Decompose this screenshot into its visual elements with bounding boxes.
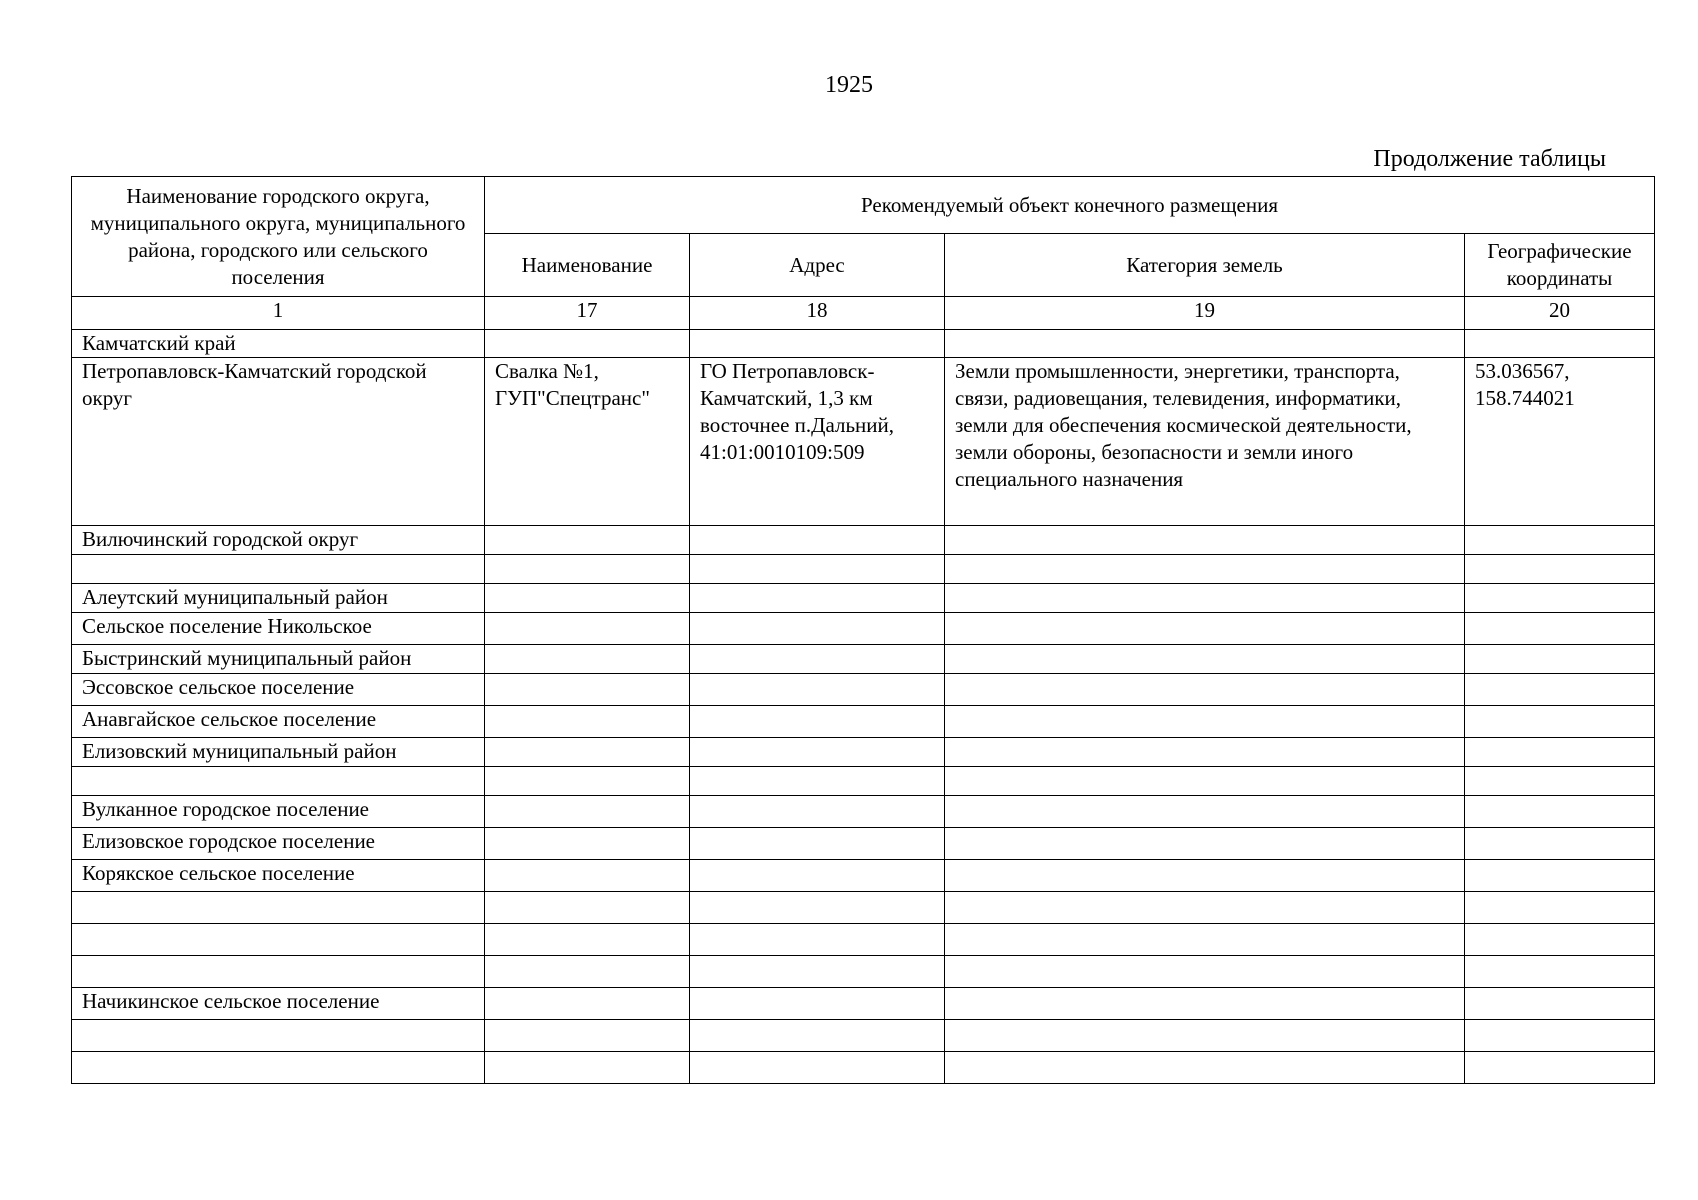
table-row — [72, 584, 1655, 613]
address-cell — [690, 706, 945, 738]
municipality-cell — [72, 767, 485, 796]
object-name-cell — [485, 828, 690, 860]
object-name-cell — [485, 796, 690, 828]
column-number-row — [72, 297, 1655, 330]
object-name-cell — [485, 613, 690, 645]
coordinates-cell — [1465, 555, 1655, 584]
address-cell — [690, 584, 945, 613]
municipality-cell: Начикинское сельское поселение — [72, 988, 485, 1020]
municipality-cell: Елизовский муниципальный район — [72, 738, 485, 767]
coordinates-cell — [1465, 924, 1655, 956]
header-placement-object: Рекомендуемый объект конечного размещения — [485, 177, 1655, 234]
header-object-name: Наименование — [485, 234, 690, 297]
coordinates-cell — [1465, 526, 1655, 555]
table-row — [72, 738, 1655, 767]
object-name-cell — [485, 924, 690, 956]
table-row — [72, 860, 1655, 892]
table-row — [72, 956, 1655, 988]
address-cell: ГО Петропавловск-Камчатский, 1,3 км восточнее п.Дальний, 41:01:0010109:509 — [690, 358, 945, 526]
coordinates-cell — [1465, 706, 1655, 738]
object-name-cell — [485, 706, 690, 738]
table-row — [72, 674, 1655, 706]
municipality-cell — [72, 892, 485, 924]
header-land-category: Категория земель — [945, 234, 1465, 297]
page-number: 1925 — [825, 72, 873, 98]
land-category-cell — [945, 860, 1465, 892]
object-name-cell — [485, 555, 690, 584]
land-category-cell — [945, 555, 1465, 584]
municipality-cell — [72, 1052, 485, 1084]
address-cell — [690, 956, 945, 988]
table-row — [72, 828, 1655, 860]
object-name-cell — [485, 645, 690, 674]
address-cell — [690, 645, 945, 674]
land-category-cell — [945, 988, 1465, 1020]
coordinates-cell — [1465, 674, 1655, 706]
coordinates-cell — [1465, 738, 1655, 767]
object-name-cell — [485, 738, 690, 767]
address-cell — [690, 674, 945, 706]
table-row — [72, 892, 1655, 924]
land-category-cell — [945, 892, 1465, 924]
address-cell — [690, 738, 945, 767]
municipality-cell — [72, 924, 485, 956]
object-name-cell — [485, 674, 690, 706]
object-name-cell — [485, 1052, 690, 1084]
address-cell — [690, 924, 945, 956]
address-cell — [690, 1020, 945, 1052]
header-municipality: Наименование городского округа, муниципального округа, муниципального района, городского или сельского поселения — [72, 177, 485, 297]
object-name-cell: Свалка №1, ГУП"Спецтранс" — [485, 358, 690, 526]
land-category-cell — [945, 956, 1465, 988]
municipality-cell — [72, 1020, 485, 1052]
municipality-cell: Камчатский край — [72, 330, 485, 358]
table-row — [72, 613, 1655, 645]
column-number: 17 — [485, 297, 690, 330]
address-cell — [690, 796, 945, 828]
municipality-cell: Вилючинский городской округ — [72, 526, 485, 555]
table-row — [72, 555, 1655, 584]
municipality-cell: Анавгайское сельское поселение — [72, 706, 485, 738]
municipality-cell: Вулканное городское поселение — [72, 796, 485, 828]
land-category-cell — [945, 1020, 1465, 1052]
land-category-cell — [945, 924, 1465, 956]
table-row — [72, 645, 1655, 674]
object-name-cell — [485, 330, 690, 358]
object-name-cell — [485, 988, 690, 1020]
coordinates-cell — [1465, 584, 1655, 613]
land-category-cell — [945, 767, 1465, 796]
address-cell — [690, 988, 945, 1020]
object-name-cell — [485, 956, 690, 988]
object-name-cell — [485, 584, 690, 613]
municipality-cell — [72, 555, 485, 584]
address-cell — [690, 1052, 945, 1084]
land-category-cell — [945, 1052, 1465, 1084]
address-cell — [690, 613, 945, 645]
coordinates-cell: 53.036567, 158.744021 — [1465, 358, 1655, 526]
land-category-cell — [945, 706, 1465, 738]
continuation-label: Продолжение таблицы — [1373, 146, 1606, 172]
object-name-cell — [485, 526, 690, 555]
column-number: 1 — [72, 297, 485, 330]
land-category-cell: Земли промышленности, энергетики, транспорта, связи, радиовещания, телевидения, информатики, земли для обеспечения космической деятельности, земли обороны, безопасности и земли иного специального назначения — [945, 358, 1465, 526]
municipality-cell: Алеутский муниципальный район — [72, 584, 485, 613]
table-row — [72, 924, 1655, 956]
coordinates-cell — [1465, 613, 1655, 645]
address-cell — [690, 526, 945, 555]
land-category-cell — [945, 584, 1465, 613]
address-cell — [690, 555, 945, 584]
coordinates-cell — [1465, 988, 1655, 1020]
coordinates-cell — [1465, 1052, 1655, 1084]
coordinates-cell — [1465, 796, 1655, 828]
municipality-cell: Эссовское сельское поселение — [72, 674, 485, 706]
coordinates-cell — [1465, 860, 1655, 892]
municipality-cell — [72, 956, 485, 988]
land-category-cell — [945, 526, 1465, 555]
municipality-cell: Сельское поселение Никольское — [72, 613, 485, 645]
land-category-cell — [945, 645, 1465, 674]
table-row — [72, 988, 1655, 1020]
land-category-cell — [945, 796, 1465, 828]
municipality-cell: Корякское сельское поселение — [72, 860, 485, 892]
table-row — [72, 1020, 1655, 1052]
land-category-cell — [945, 828, 1465, 860]
coordinates-cell — [1465, 1020, 1655, 1052]
table-row — [72, 767, 1655, 796]
land-category-cell — [945, 674, 1465, 706]
header-address: Адрес — [690, 234, 945, 297]
address-cell — [690, 828, 945, 860]
table-row — [72, 706, 1655, 738]
column-number: 18 — [690, 297, 945, 330]
column-number: 20 — [1465, 297, 1655, 330]
coordinates-cell — [1465, 645, 1655, 674]
address-cell — [690, 892, 945, 924]
table-row — [72, 526, 1655, 555]
land-category-cell — [945, 330, 1465, 358]
table-row — [72, 358, 1655, 526]
object-name-cell — [485, 767, 690, 796]
address-cell — [690, 767, 945, 796]
header-coordinates: Географические координаты — [1465, 234, 1655, 297]
table-row — [72, 1052, 1655, 1084]
municipality-cell: Быстринский муниципальный район — [72, 645, 485, 674]
object-name-cell — [485, 860, 690, 892]
column-number: 19 — [945, 297, 1465, 330]
data-table — [71, 176, 1655, 1084]
land-category-cell — [945, 738, 1465, 767]
coordinates-cell — [1465, 330, 1655, 358]
address-cell — [690, 860, 945, 892]
coordinates-cell — [1465, 956, 1655, 988]
land-category-cell — [945, 613, 1465, 645]
table-row — [72, 796, 1655, 828]
object-name-cell — [485, 892, 690, 924]
coordinates-cell — [1465, 828, 1655, 860]
municipality-cell: Елизовское городское поселение — [72, 828, 485, 860]
coordinates-cell — [1465, 892, 1655, 924]
object-name-cell — [485, 1020, 690, 1052]
address-cell — [690, 330, 945, 358]
table-row — [72, 330, 1655, 358]
table-body — [72, 297, 1655, 1084]
municipality-cell: Петропавловск-Камчатский городской округ — [72, 358, 485, 526]
coordinates-cell — [1465, 767, 1655, 796]
